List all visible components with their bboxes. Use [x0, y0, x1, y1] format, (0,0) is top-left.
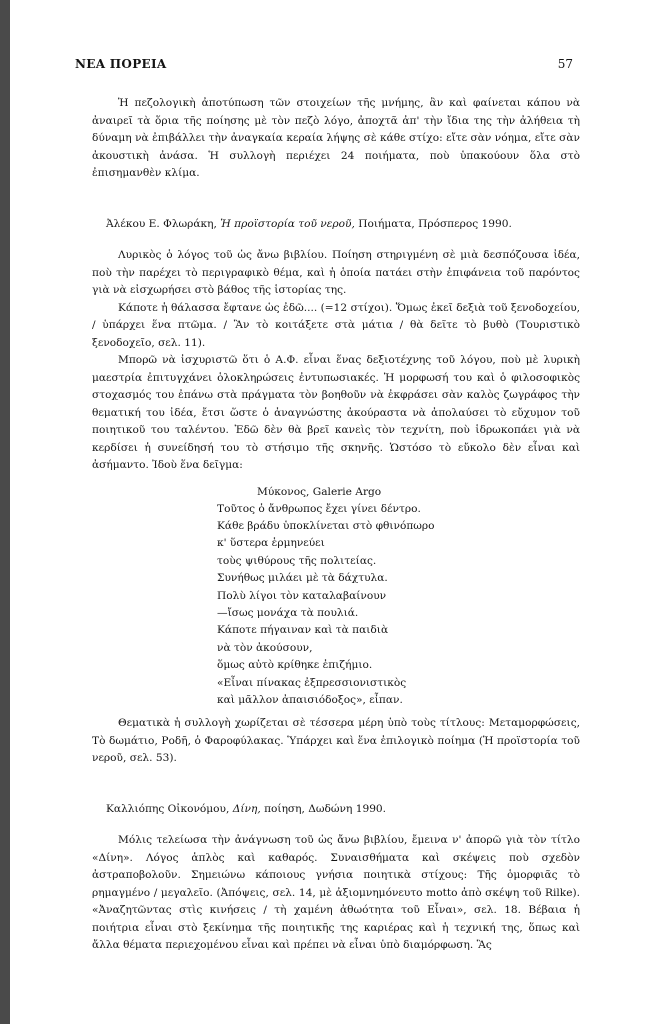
- page-body: [92, 95, 580, 955]
- poem-line: Τοῦτος ὁ ἄνθρωπος ἔχει γίνει δέντρο.: [217, 502, 421, 515]
- review2-book-title: Δίνη,: [232, 802, 261, 815]
- review2-details: ποίηση, Δωδώνη 1990.: [264, 802, 387, 815]
- page-header: [75, 57, 573, 77]
- intro-paragraph: Ἡ πεζολογικὴ ἀποτύπωση τῶν στοιχείων τῆς μνήμης, ἂν καὶ φαίνεται κάπου νὰ ἀναιρεῖ τὰ ὅρια τῆς ποίησης μὲ τὸν πεζὸ λόγο, ἀποχτᾶ ἀπ' τὴν ἴδια της τὴν ἀλήθεια τὴ δύναμη νὰ ἐπιβάλλει τὴν ἀναγκαία κεραία λήψης σὲ κάθε στίχο: εἴτε σὰν νόημα, εἴτε σὰν ἀκουστικὴ ἀνάσα. Ἡ συλλογὴ περιέχει 24 ποιήματα, ποὺ ὑπακούουν ὅλα στὸ ἐπισημανθὲν κλίμα.: [92, 97, 580, 179]
- poem-line: τοὺς ψιθύρους τῆς πολιτείας.: [217, 554, 377, 567]
- poem-line: Συνήθως μιλάει μὲ τὰ δάχτυλα.: [217, 572, 388, 585]
- poem-line: —ἴσως μονάχα τὰ πουλιά.: [217, 606, 359, 619]
- review1-author: Ἀλέκου Ε. Φλωράκη,: [106, 217, 217, 230]
- poem-line: Πολὺ λίγοι τὸν καταλαβαίνουν: [217, 589, 387, 602]
- review2-citation: [92, 801, 580, 819]
- poem-title: Μύκονος, Galerie Argo: [257, 485, 382, 498]
- review2-author: Καλλιόπης Οἰκονόμου,: [106, 802, 230, 815]
- review1-paragraph: Λυρικὸς ὁ λόγος τοῦ ὡς ἄνω βιβλίου. Ποίηση στηριγμένη σὲ μιὰ δεσπόζουσα ἰδέα, ποὺ τὴν παρέχει τὸ περιγραφικὸ θέμα, καὶ ἡ ὁποία πατάει στὴν ἐπιφάνεια τοῦ παρόντος γιὰ νὰ εἰσχωρήσει στὸ βάθος τῆς ἱστορίας της.: [92, 249, 580, 296]
- poem-line: καὶ μᾶλλον ἀπαισιόδοξος», εἶπαν.: [217, 693, 403, 706]
- poem-line: Κάθε βράδυ ὑποκλίνεται στὸ φθινόπωρο: [217, 519, 435, 532]
- review1-closing-paragraph: Θεματικὰ ἡ συλλογὴ χωρίζεται σὲ τέσσερα μέρη ὑπὸ τοὺς τίτλους: Μεταμορφώσεις, Τὸ δωμάτιο, Ροδῆ, ὁ Φαροφύλακας. Ὑπάρχει καὶ ἕνα ἐπιλογικὸ ποίημα (Ἡ προϊστορία τοῦ νεροῦ, σελ. 53).: [92, 717, 580, 765]
- running-head: ΝΕΑ ΠΟΡΕΙΑ: [75, 57, 167, 71]
- review1-book-title: Ἡ προϊστορία τοῦ νεροῦ,: [220, 217, 355, 230]
- review1-paragraph: Μπορῶ νὰ ἰσχυριστῶ ὅτι ὁ Α.Φ. εἶναι ἕνας δεξιοτέχνης τοῦ λόγου, ποὺ μὲ λυρικὴ μαεστρία ἐπιτυγχάνει ὁλοκληρώσεις ἐντυπωσιακές. Ἡ μορφωσή του καὶ ὁ φιλοσοφικὸς στοχασμός του ἐπάνω στὰ πράγματα τὸν βοηθοῦν νὰ ἐκφράσει σὰν καλὸς ζωγράφος τὴν θεματική του ἰδέα, ἔτσι ὥστε ὁ ἀναγνώστης ἀκούραστα νὰ ἀπολαύσει τὸ εὔχυμον τοῦ ποιητικοῦ του ταλέντου. Ἐδῶ δὲν θὰ βρεῖ κανεὶς τὸν τεχνίτη, ποὺ ἱδρωκοπάει γιὰ νὰ κερδίσει ἡ συνείδησή του τὸ στήσιμο τῆς σκηνῆς. Ὡστόσο τὸ εὔκολο δὲν εἶναι καὶ ἀσήμαντο. Ἰδοὺ ἕνα δεῖγμα:: [92, 354, 580, 471]
- poem-line: κ' ὕστερα ἑρμηνεύει: [217, 537, 325, 550]
- poem-line: νὰ τὸν ἀκούσουν,: [217, 641, 313, 654]
- review1-paragraph: Κάποτε ἡ θάλασσα ἔφτανε ὡς ἐδῶ.... (=12 στίχοι). Ὅμως ἐκεῖ δεξιὰ τοῦ ξενοδοχείου, / ὑπάρχει ἕνα πτῶμα. / Ἂν τὸ κοιτάξετε στὰ μάτια / θὰ δεῖτε τὸ βυθὸ (Τουριστικὸ ξενοδοχεῖο, σελ. 11).: [92, 301, 580, 349]
- poem-line: ὅμως αὐτὸ κρίθηκε ἐπιζήμιο.: [217, 659, 373, 672]
- scan-edge: [0, 0, 10, 1024]
- poem-line: Κάποτε πήγαιναν καὶ τὰ παιδιὰ: [217, 624, 389, 637]
- poem-line: «Εἶναι πίνακας ἐξπρεσσιονιστικὸς: [217, 676, 407, 689]
- poem-excerpt: [217, 483, 580, 710]
- review2-paragraph: Μόλις τελείωσα τὴν ἀνάγνωση τοῦ ὡς ἄνω βιβλίου, ἔμεινα ν' ἀπορῶ γιὰ τὸν τίτλο «Δίνη». Λόγος ἁπλὸς καὶ καθαρός. Συναισθήματα καὶ σκέψεις ποὺ σχεδὸν ἀστραποβολοῦν. Σημειώνω κάποιους γνήσια ποιητικὰ στίχους: Τῆς ὁμορφιᾶς τὸ ρημαγμένο / μεγαλεῖο. (Ἀπόψεις, σελ. 14, μὲ ἀξιομνημόνευτο motto ἀπὸ σκέψη τοῦ Rilke). «Ἀναζητῶντας στὶς κινήσεις / τὴ χαμένη ἀθωότητα τοῦ Εἶναι», σελ. 18. Βέβαια ἡ ποιήτρια εἶναι στὸ ξεκίνημα τῆς ποιητικῆς της καριέρας καὶ ἡ τεχνική της, ὅπως καὶ ἄλλα θέματα περιεχομένου εἶναι καὶ πρέπει νὰ εἶναι ὑπὸ διαμόρφωση. Ἂς: [92, 834, 580, 952]
- review1-details: Ποιήματα, Πρόσπερος 1990.: [358, 217, 512, 230]
- review1-citation: [92, 216, 580, 234]
- page-number: 57: [557, 57, 573, 71]
